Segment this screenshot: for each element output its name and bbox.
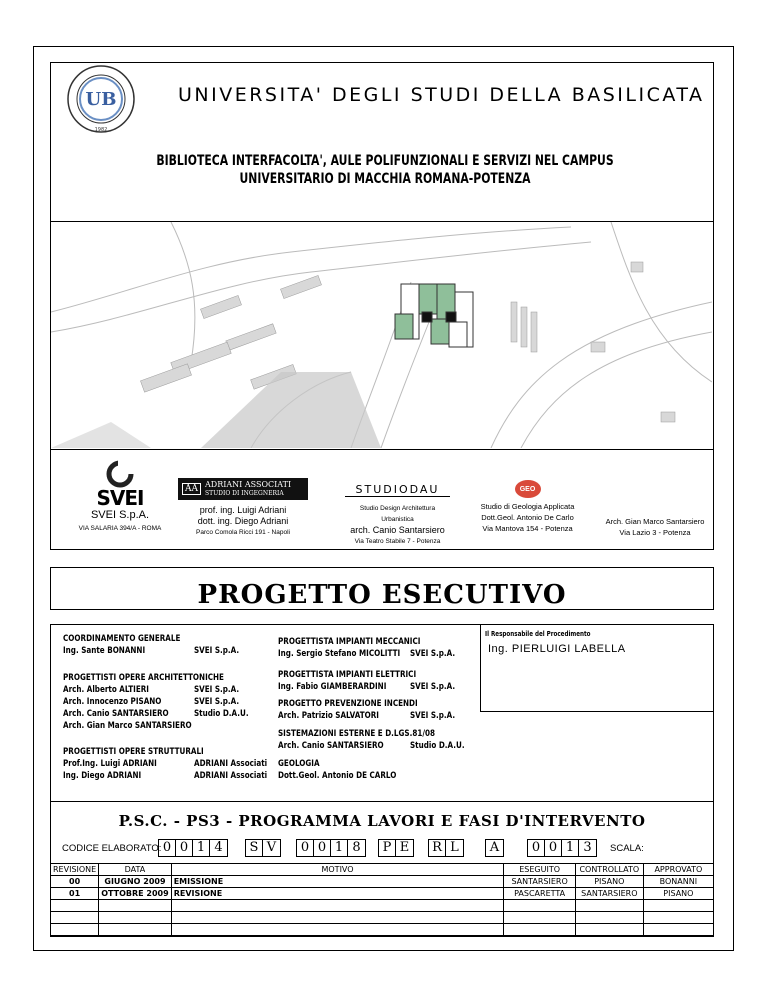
dau-block	[345, 483, 450, 547]
table-row	[51, 900, 714, 912]
adriani-address: Parco Comola Ricci 191 - Napoli	[196, 529, 290, 536]
code-group-5: R L	[428, 839, 464, 857]
coord-name: Ing. Sante BONANNI	[63, 646, 146, 656]
arch-name-2: Arch. Innocenzo PISANO	[63, 697, 162, 707]
fire-name: Arch. Patrizio SALVATORI	[278, 711, 379, 721]
fire-title: PROGETTO PREVENZIONE INCENDI	[278, 699, 418, 709]
arch-name-3: Arch. Canio SANTARSIERO	[63, 709, 169, 719]
arch-name-1: Arch. Alberto ALTIERI	[63, 685, 149, 695]
santarsiero-block	[600, 516, 710, 538]
site-map	[50, 222, 714, 450]
mech-name: Ing. Sergio Stefano MICOLITTI	[278, 649, 401, 659]
struct-firm-1: ADRIANI Associati	[194, 759, 268, 769]
coord-title: COORDINAMENTO GENERALE	[63, 634, 181, 644]
geo-logo-icon: GEO	[515, 480, 541, 498]
elec-title: PROGETTISTA IMPIANTI ELETTRICI	[278, 670, 417, 680]
svei-address: VIA SALARIA 394/A - ROMA	[78, 525, 162, 532]
ext-name: Arch. Canio SANTARSIERO	[278, 741, 384, 751]
svei-logo-icon	[100, 460, 140, 488]
adriani-logo-icon: AA	[182, 483, 201, 495]
ext-firm: Studio D.A.U.	[410, 741, 465, 751]
svg-text:1982: 1982	[94, 127, 108, 133]
code-group-3: 0 0 1 8	[296, 839, 366, 857]
document-title: P.S.C. - PS3 - PROGRAMMA LAVORI E FASI D'INTERVENTO	[118, 812, 646, 830]
dau-address: Via Teatro Stabile 7 - Potenza	[354, 538, 441, 545]
adriani-name-2: dott. ing. Diego Adriani	[197, 516, 289, 526]
arch-firm-2: SVEI S.p.A.	[194, 697, 240, 707]
stage-title: PROGETTO ESECUTIVO	[197, 580, 567, 610]
arch-title: PROGETTISTI OPERE ARCHITETTONICHE	[63, 673, 224, 683]
struct-name-2: Ing. Diego ADRIANI	[63, 771, 142, 781]
geo-block	[475, 480, 580, 534]
code-group-4: P E	[378, 839, 414, 857]
santarsiero-address: Via Lazio 3 - Potenza	[619, 528, 691, 537]
table-header-row: REVISIONE DATA MOTIVO ESEGUITO CONTROLLATO APPROVATO	[51, 864, 714, 876]
struct-title: PROGETTISTI OPERE STRUTTURALI	[63, 747, 204, 757]
arch-firm-1: SVEI S.p.A.	[194, 685, 240, 695]
mech-firm: SVEI S.p.A.	[410, 649, 456, 659]
code-group-1: 0 0 1 4	[158, 839, 228, 857]
struct-name-1: Prof.Ing. Luigi ADRIANI	[63, 759, 157, 769]
revision-table	[50, 863, 714, 936]
code-label: CODICE ELABORATO:	[62, 843, 162, 854]
table-row: 01 OTTOBRE 2009 REVISIONE PASCARETTA SANTARSIERO PISANO	[51, 888, 714, 900]
adriani-logo: AA ADRIANI ASSOCIATI STUDIO DI INGEGNERIA	[178, 478, 308, 500]
geo-desc: Studio di Geologia Applicata	[480, 502, 575, 511]
university-seal-icon	[55, 63, 147, 135]
code-group-6: A	[485, 839, 504, 857]
project-title: BIBLIOTECA INTERFACOLTA', AULE POLIFUNZIONALI E SERVIZI NEL CAMPUS UNIVERSITARIO DI MACCHIA ROMANA-POTENZA	[156, 153, 614, 187]
rup-title: Il Responsabile del Procedimento	[485, 630, 591, 638]
geo-title: GEOLOGIA	[278, 759, 320, 769]
santarsiero-name: Arch. Gian Marco Santarsiero	[605, 517, 705, 526]
arch-name-4: Arch. Gian Marco SANTARSIERO	[63, 721, 192, 731]
dau-desc: Studio Design Architettura Urbanistica	[359, 505, 436, 523]
dau-logo: STUDIODAU	[345, 483, 450, 497]
elec-firm: SVEI S.p.A.	[410, 682, 456, 692]
elec-name: Ing. Fabio GIAMBERARDINI	[278, 682, 387, 692]
svei-block	[70, 460, 170, 534]
table-row	[51, 912, 714, 924]
ext-title: SISTEMAZIONI ESTERNE E D.LGS.81/08	[278, 729, 436, 739]
svg-text:UB: UB	[85, 89, 117, 110]
svei-wordmark: SVEI	[96, 486, 144, 510]
coord-firm: SVEI S.p.A.	[194, 646, 240, 656]
scale-label: SCALA:	[610, 843, 644, 854]
rup-name: Ing. PIERLUIGI LABELLA	[488, 643, 626, 655]
table-row	[51, 924, 714, 936]
geo-geologist: Dott.Geol. Antonio DE CARLO	[278, 771, 397, 781]
adriani-name-1: prof. ing. Luigi Adriani	[199, 505, 287, 515]
svei-name: SVEI S.p.A.	[90, 509, 150, 521]
code-group-2: S V	[245, 839, 281, 857]
struct-firm-2: ADRIANI Associati	[194, 771, 268, 781]
code-group-7: 0 0 1 3	[527, 839, 597, 857]
site-plan-drawing	[51, 222, 712, 448]
fire-firm: SVEI S.p.A.	[410, 711, 456, 721]
university-title: UNIVERSITA' DEGLI STUDI DELLA BASILICATA	[178, 84, 705, 106]
arch-firm-3: Studio D.A.U.	[194, 709, 249, 719]
mech-title: PROGETTISTA IMPIANTI MECCANICI	[278, 637, 421, 647]
table-row: 00 GIUGNO 2009 EMISSIONE SANTARSIERO PISANO BONANNI	[51, 876, 714, 888]
dau-name: arch. Canio Santarsiero	[350, 525, 445, 535]
adriani-block	[178, 478, 308, 538]
geo-address: Via Mantova 154 - Potenza	[482, 524, 573, 533]
geo-name: Dott.Geol. Antonio De Carlo	[481, 513, 574, 522]
